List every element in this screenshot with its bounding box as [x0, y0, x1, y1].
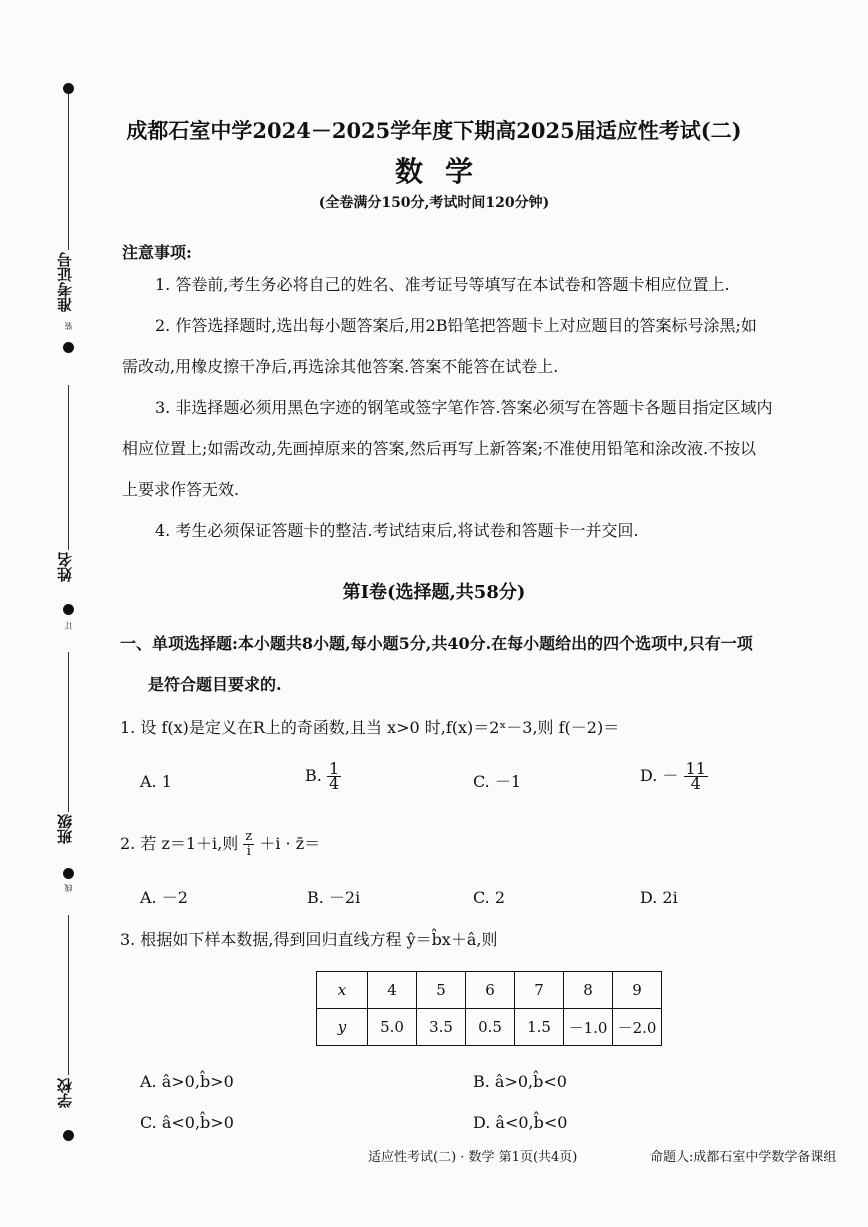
table-cell: 8 [564, 972, 613, 1009]
q3-option-d: D. â<0,b̂<0 [473, 1113, 568, 1132]
notice-heading: 注意事项: [122, 243, 192, 262]
part-instructions: 是符合题目要求的. [148, 675, 282, 694]
table-cell: －1.0 [564, 1009, 613, 1046]
side-label-exam-number: 准考证号 [56, 252, 74, 312]
q1-option-c: C. －1 [473, 772, 522, 791]
page-footer: 适应性考试(二) · 数学 第1页(共4页) [368, 1150, 578, 1165]
score-time-note: (全卷满分150分,考试时间120分钟) [318, 195, 550, 211]
question-1-stem: 1. 设 f(x)是定义在R上的奇函数,且当 x>0 时,f(x)＝2ˣ－3,则 f(－2)＝ [120, 718, 620, 737]
table-cell: 5 [417, 972, 466, 1009]
side-mark-xian: 线 [64, 884, 73, 892]
binding-line [68, 915, 69, 1075]
table-cell: 1.5 [515, 1009, 564, 1046]
notice-item: 3. 非选择题必须用黑色字迹的钢笔或签字笔作答.答案必须写在答题卡各题目指定区域内 [155, 398, 773, 417]
table-cell: 7 [515, 972, 564, 1009]
notice-item: 需改动,用橡皮擦干净后,再选涂其他答案.答案不能答在试卷上. [122, 357, 559, 376]
table-cell: 0.5 [466, 1009, 515, 1046]
side-mark-ding: 订 [64, 622, 73, 630]
table-header-y: y [317, 1009, 368, 1046]
q1-option-a: A. 1 [140, 772, 172, 791]
binding-line [68, 385, 69, 550]
q3-option-a: A. â>0,b̂>0 [140, 1072, 234, 1091]
binding-hole [63, 604, 74, 615]
question-3-stem: 3. 根据如下样本数据,得到回归直线方程 ŷ＝b̂x＋â,则 [120, 930, 498, 949]
table-cell: －2.0 [613, 1009, 662, 1046]
side-label-class: 班级 [56, 814, 74, 844]
notice-item: 1. 答卷前,考生务必将自己的姓名、准考证号等填写在本试卷和答题卡相应位置上. [155, 275, 730, 294]
side-mark-zhuang: 装 [64, 322, 73, 330]
binding-line [68, 652, 69, 812]
notice-item: 4. 考生必须保证答题卡的整洁.考试结束后,将试卷和答题卡一并交回. [155, 521, 639, 540]
table-row [317, 1009, 662, 1046]
side-label-name: 姓名 [56, 552, 74, 582]
q2-option-d: D. 2i [640, 888, 678, 907]
table-cell: 9 [613, 972, 662, 1009]
notice-item: 相应位置上;如需改动,先画掉原来的答案,然后再写上新答案;不准使用铅笔和涂改液.不按以 [122, 439, 757, 458]
footer-author: 命题人:成都石室中学数学备课组 [650, 1150, 837, 1165]
q1-option-b: B. $\frac{1}{4}$ [305, 759, 340, 793]
binding-hole [63, 342, 74, 353]
exam-title: 成都石室中学2024－2025学年度下期高2025届适应性考试(二) [126, 118, 742, 143]
notice-item: 2. 作答选择题时,选出每小题答案后,用2B铅笔把答题卡上对应题目的答案标号涂黑;如 [155, 316, 757, 335]
subject-title: 数学 [394, 155, 495, 188]
table-row [317, 972, 662, 1009]
q1-option-d: D. － $\frac{11}{4}$ [640, 759, 706, 793]
section-title: 第Ⅰ卷(选择题,共58分) [342, 582, 526, 603]
q2-option-c: C. 2 [473, 888, 506, 907]
binding-hole [63, 1130, 74, 1141]
question-2-stem: 2. 若 z＝1＋i,则 $\frac{z}{i}$ ＋i · z̄＝ [120, 829, 321, 859]
part-instructions: 一、单项选择题:本小题共8小题,每小题5分,共40分.在每小题给出的四个选项中,只有一项 [120, 634, 753, 653]
table-cell: 4 [368, 972, 417, 1009]
q2-option-a: A. －2 [140, 888, 188, 907]
q3-option-b: B. â>0,b̂<0 [473, 1072, 567, 1091]
q3-option-c: C. â<0,b̂>0 [140, 1113, 234, 1132]
binding-hole [63, 83, 74, 94]
table-header-x: x [317, 972, 368, 1009]
binding-hole [63, 868, 74, 879]
table-cell: 3.5 [417, 1009, 466, 1046]
q2-option-b: B. －2i [307, 888, 361, 907]
table-cell: 5.0 [368, 1009, 417, 1046]
notice-item: 上要求作答无效. [122, 480, 240, 499]
table-cell: 6 [466, 972, 515, 1009]
side-label-school: 学校 [56, 1078, 74, 1108]
sample-data-table [316, 971, 662, 1046]
